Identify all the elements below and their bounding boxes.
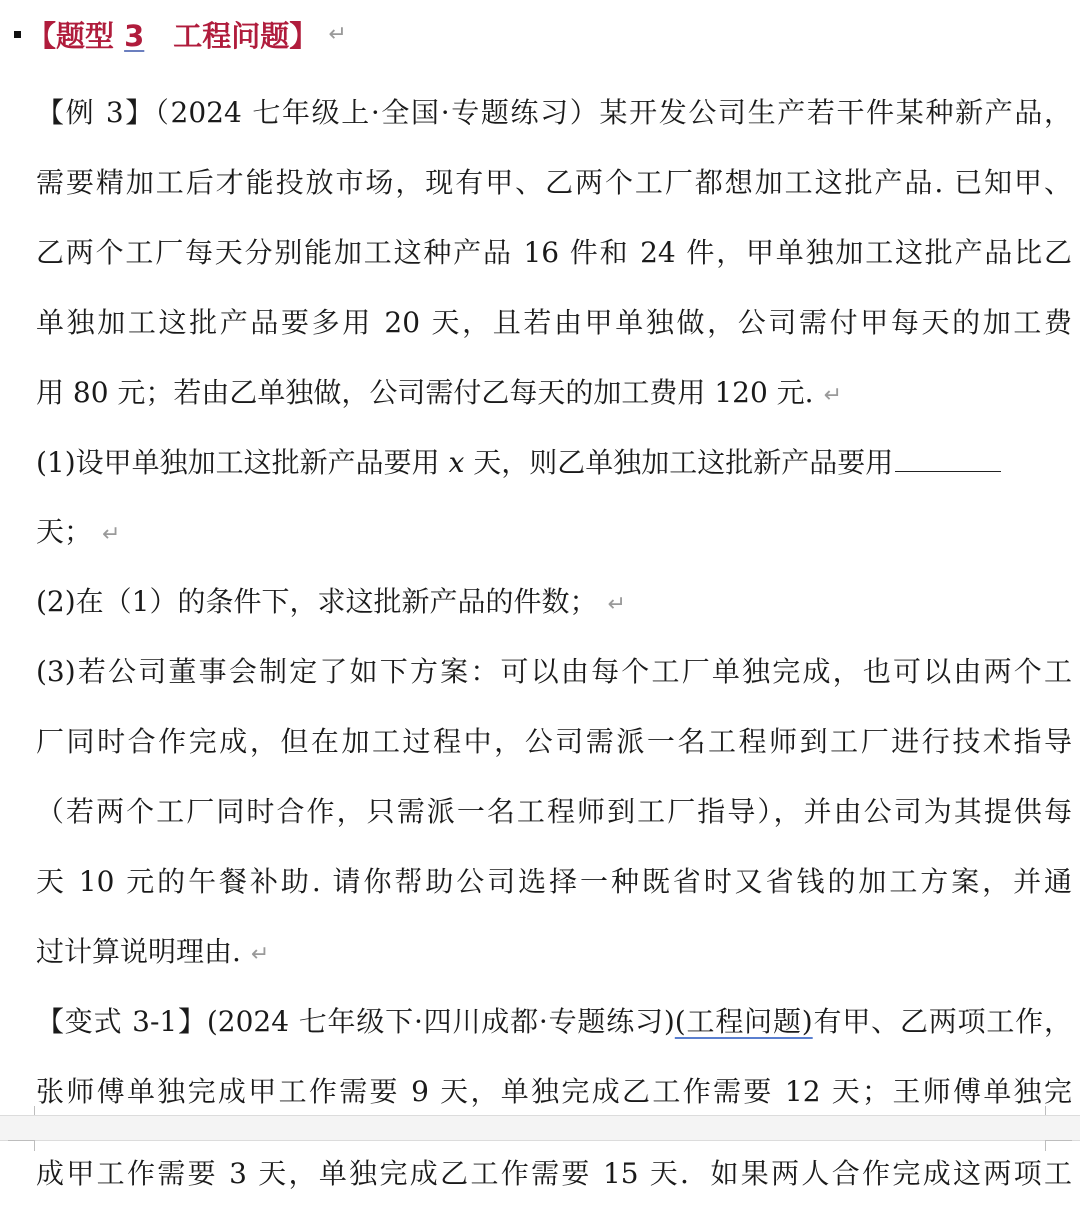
question-2-line (36, 581, 1072, 623)
paragraph-mark-icon: ↵ (102, 522, 121, 547)
heading-text (27, 14, 318, 55)
heading-prefix: 【题型 (27, 18, 125, 53)
question-3-line-3: （若两个工厂同时合作，只需派一名工程师到工厂指导），并由公司为其提供每 (36, 795, 1072, 828)
question-3-line-2: 厂同时合作完成，但在加工过程中，公司需派一名工程师到工厂进行技术指导 (36, 725, 1072, 758)
example-line-5-text: 用 80 元；若由乙单独做，公司需付乙每天的加工费用 120 元. (36, 376, 814, 409)
example-line-5 (36, 372, 1072, 414)
paragraph-mark-icon: ↵ (250, 942, 270, 967)
paragraph-mark-icon: ↵ (328, 21, 347, 47)
example-line-3: 乙两个工厂每天分别能加工这种产品 16 件和 24 件，甲单独加工这批产品比乙 (36, 236, 1072, 269)
variant-line-1 (36, 1001, 1072, 1043)
page-break-divider (0, 1115, 1080, 1141)
question-3-last-text: 过计算说明理由. (36, 935, 241, 968)
question-1-text-c: 天； (36, 515, 93, 548)
variant-prefix: 【变式 3-1】(2024 七年级下·四川成都·专题练习) (36, 1005, 675, 1038)
section-heading (14, 8, 347, 60)
example-line-1: 【例 3】（2024 七年级上·全国·专题练习）某开发公司生产若干件某种新产品， (36, 96, 1072, 129)
question-1-text-a: (1)设甲单独加工这批新产品要用 (36, 446, 449, 479)
page-corner-mark (8, 1140, 35, 1151)
variable-x: x (448, 446, 465, 479)
answer-blank[interactable] (895, 441, 1001, 472)
heading-number: 3 (124, 18, 145, 53)
question-1-text-b: 天，则乙单独加工这批新产品要用 (464, 446, 894, 479)
question-1-line-1 (36, 441, 1072, 483)
example-line-4: 单独加工这批产品要多用 20 天，且若由甲单独做，公司需付甲每天的加工费 (36, 306, 1072, 339)
variant-text-a: 有甲、乙两项工作， (812, 1005, 1072, 1038)
list-bullet-icon (14, 31, 21, 38)
variant-tag-link[interactable]: (工程问题) (674, 1005, 813, 1038)
question-3-line-1: (3)若公司董事会制定了如下方案：可以由每个工厂单独完成，也可以由两个工 (36, 655, 1072, 688)
page-corner-mark (1045, 1140, 1072, 1151)
variant-line-3: 成甲工作需要 3 天，单独完成乙工作需要 15 天．如果两人合作完成这两项工 (36, 1157, 1072, 1190)
paragraph-mark-icon: ↵ (607, 592, 626, 617)
paragraph-mark-icon: ↵ (823, 383, 843, 408)
question-3-line-4: 天 10 元的午餐补助. 请你帮助公司选择一种既省时又省钱的加工方案，并通 (36, 865, 1072, 898)
question-1-line-2 (36, 511, 1072, 553)
variant-line-2: 张师傅单独完成甲工作需要 9 天，单独完成乙工作需要 12 天；王师傅单独完 (36, 1075, 1072, 1108)
question-2-text: (2)在（1）的条件下，求这批新产品的件数； (36, 585, 598, 618)
question-3-line-5 (36, 931, 1072, 973)
example-line-2: 需要精加工后才能投放市场，现有甲、乙两个工厂都想加工这批产品. 已知甲、 (36, 166, 1072, 199)
heading-title: 工程问题】 (144, 18, 319, 53)
